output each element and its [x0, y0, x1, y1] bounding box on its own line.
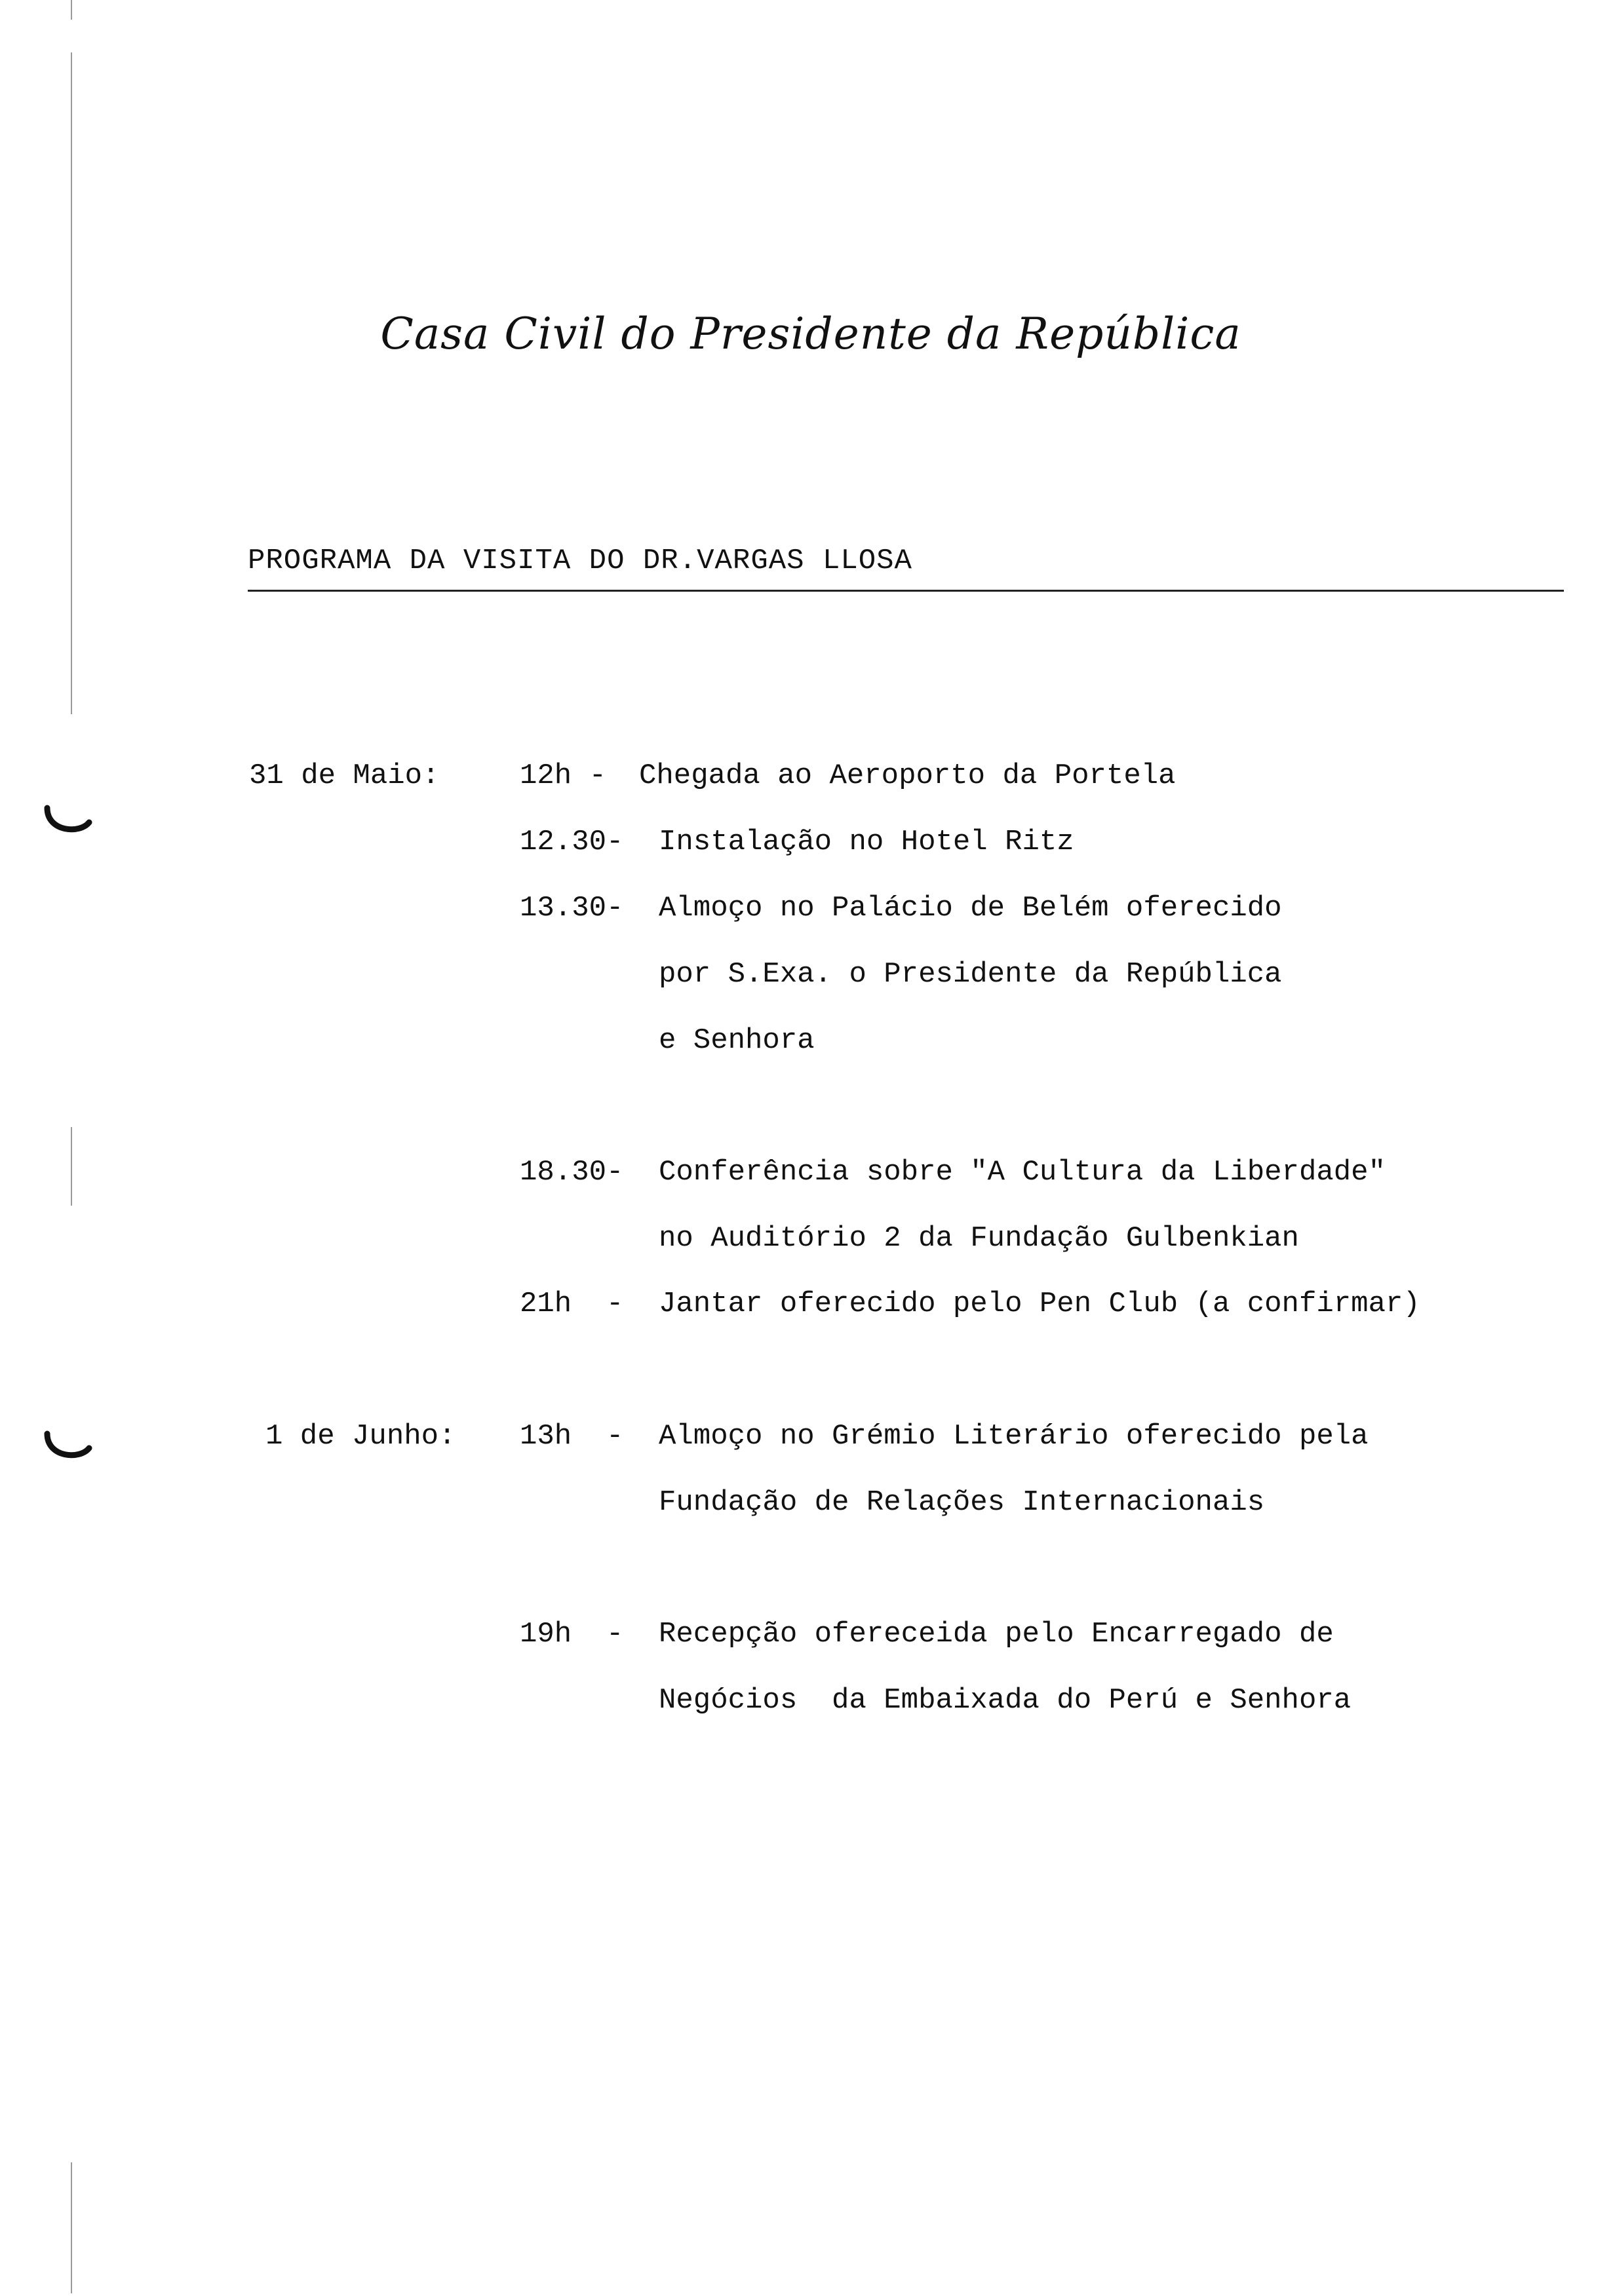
event-text: por S.Exa. o Presidente da República [659, 958, 1282, 991]
event-text: no Auditório 2 da Fundação Gulbenkian [659, 1222, 1299, 1255]
letterhead: Casa Civil do Presidente da República [380, 309, 1241, 359]
event-text: Negócios da Embaixada do Perú e Senhora [659, 1684, 1352, 1717]
event-time: 19h - [520, 1618, 624, 1651]
event-time: 12.30- [520, 826, 624, 858]
event-text: Instalação no Hotel Ritz [659, 826, 1074, 858]
day-date: 1 de Junho: [265, 1420, 456, 1453]
event-text: Almoço no Palácio de Belém oferecido [659, 892, 1282, 925]
page-title: PROGRAMA DA VISITA DO DR.VARGAS LLOSA [248, 545, 912, 577]
event-time: 13h - [520, 1420, 624, 1453]
event-text: e Senhora [659, 1024, 815, 1057]
event-time: 13.30- [520, 892, 624, 925]
scan-edge-line [71, 1127, 72, 1206]
day-date: 31 de Maio: [249, 759, 440, 792]
event-text: Almoço no Grémio Literário oferecido pela [659, 1420, 1369, 1453]
binder-hook-icon [41, 1428, 93, 1468]
event-time: 18.30- [520, 1156, 624, 1189]
scan-edge-line [71, 0, 72, 20]
event-text: Chegada ao Aeroporto da Portela [639, 759, 1176, 792]
event-text: Fundação de Relações Internacionais [659, 1486, 1265, 1519]
binder-hook-icon [41, 803, 93, 842]
scan-edge-line [71, 52, 72, 714]
scan-edge-line [71, 2162, 72, 2293]
event-text: Jantar oferecido pelo Pen Club (a confirmar) [659, 1288, 1420, 1320]
event-time: 21h - [520, 1288, 624, 1320]
event-text: Conferência sobre "A Cultura da Liberdade" [659, 1156, 1386, 1189]
event-time: 12h - [520, 759, 607, 792]
event-text: Recepção ofereceida pelo Encarregado de [659, 1618, 1334, 1651]
title-underline [248, 590, 1564, 592]
